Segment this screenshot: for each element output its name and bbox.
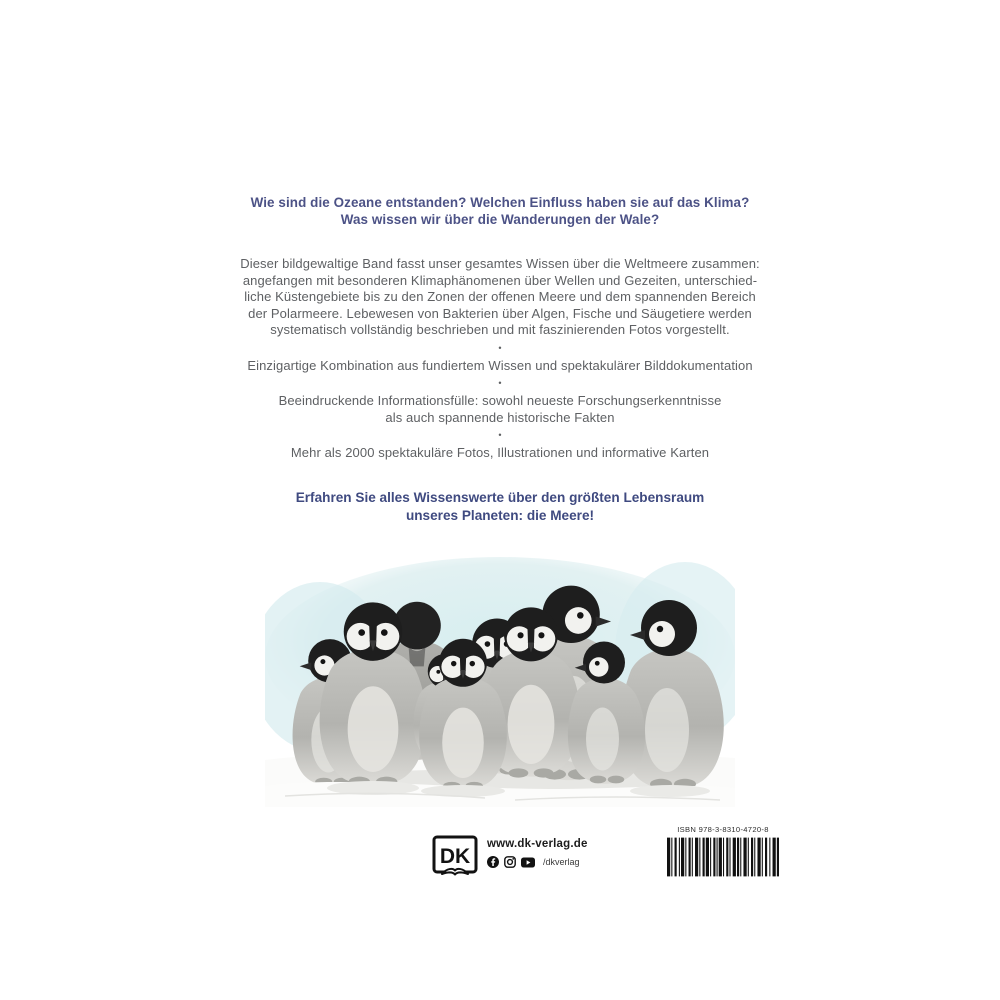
feature-item-3	[220, 445, 780, 462]
feature-item-1	[220, 358, 780, 375]
youtube-icon	[521, 857, 535, 868]
feature-line: als auch spannende historische Fakten	[385, 409, 615, 425]
emphasis-line-1: Erfahren Sie alles Wissenswerte über den größten Lebensraum	[295, 490, 705, 505]
description-paragraph	[220, 256, 780, 339]
barcode	[667, 836, 779, 878]
feature-line: Mehr als 2000 spektakuläre Fotos, Illustrationen und informative Karten	[290, 445, 710, 460]
description-line: angefangen mit besonderen Klimaphänomenen über Wellen und Gezeiten, unterschied-	[242, 272, 758, 288]
feature-line: Einzigartige Kombination aus fundiertem Wissen und spektakulärer Bilddokumentation	[247, 357, 753, 373]
instagram-icon	[504, 856, 516, 868]
bullet-separator: •	[498, 342, 502, 353]
publisher-website: www.dk-verlag.de	[487, 838, 588, 850]
description-line: Dieser bildgewaltige Band fasst unser gesamtes Wissen über die Weltmeere zusammen:	[240, 256, 760, 271]
headline	[220, 194, 780, 228]
publisher-block	[432, 835, 588, 879]
open-book-icon	[442, 869, 468, 875]
description-line: liche Küstengebiete bis zu den Zonen der offenen Meere und dem spannenden Bereich	[244, 289, 756, 304]
feature-line: Beeindruckende Informationsfülle: sowohl neueste Forschungserkenntnisse	[278, 393, 722, 408]
feature-item-2	[220, 393, 780, 426]
emphasis-tagline	[220, 489, 780, 525]
description-line: der Polarmeere. Lebewesen von Bakterien über Algen, Fische und Säugetiere werden	[248, 305, 752, 321]
penguin-chicks-photo	[265, 552, 735, 807]
bullet-separator: •	[498, 430, 502, 440]
social-handle: /dkverlag	[543, 857, 580, 867]
bullet-separator: •	[498, 378, 502, 388]
dk-logo	[432, 835, 478, 879]
headline-line-1: Wie sind die Ozeane entstanden? Welchen Einfluss haben sie auf das Klima?	[250, 195, 750, 210]
headline-line-2: Was wissen wir über die Wanderungen der Wale?	[340, 212, 660, 227]
penguin-chicks-illustration	[265, 552, 735, 807]
facebook-icon	[487, 856, 499, 868]
description-line: systematisch vollständig beschrieben und mit faszinierenden Fotos vorgestellt.	[270, 322, 730, 337]
emphasis-line-2: unseres Planeten: die Meere!	[405, 508, 595, 523]
description-block	[220, 256, 780, 462]
isbn-block	[660, 819, 786, 889]
isbn-label: ISBN 978-3-8310-4720-8	[677, 825, 769, 834]
dk-logo-text: DK	[439, 845, 471, 868]
social-row	[487, 856, 588, 868]
